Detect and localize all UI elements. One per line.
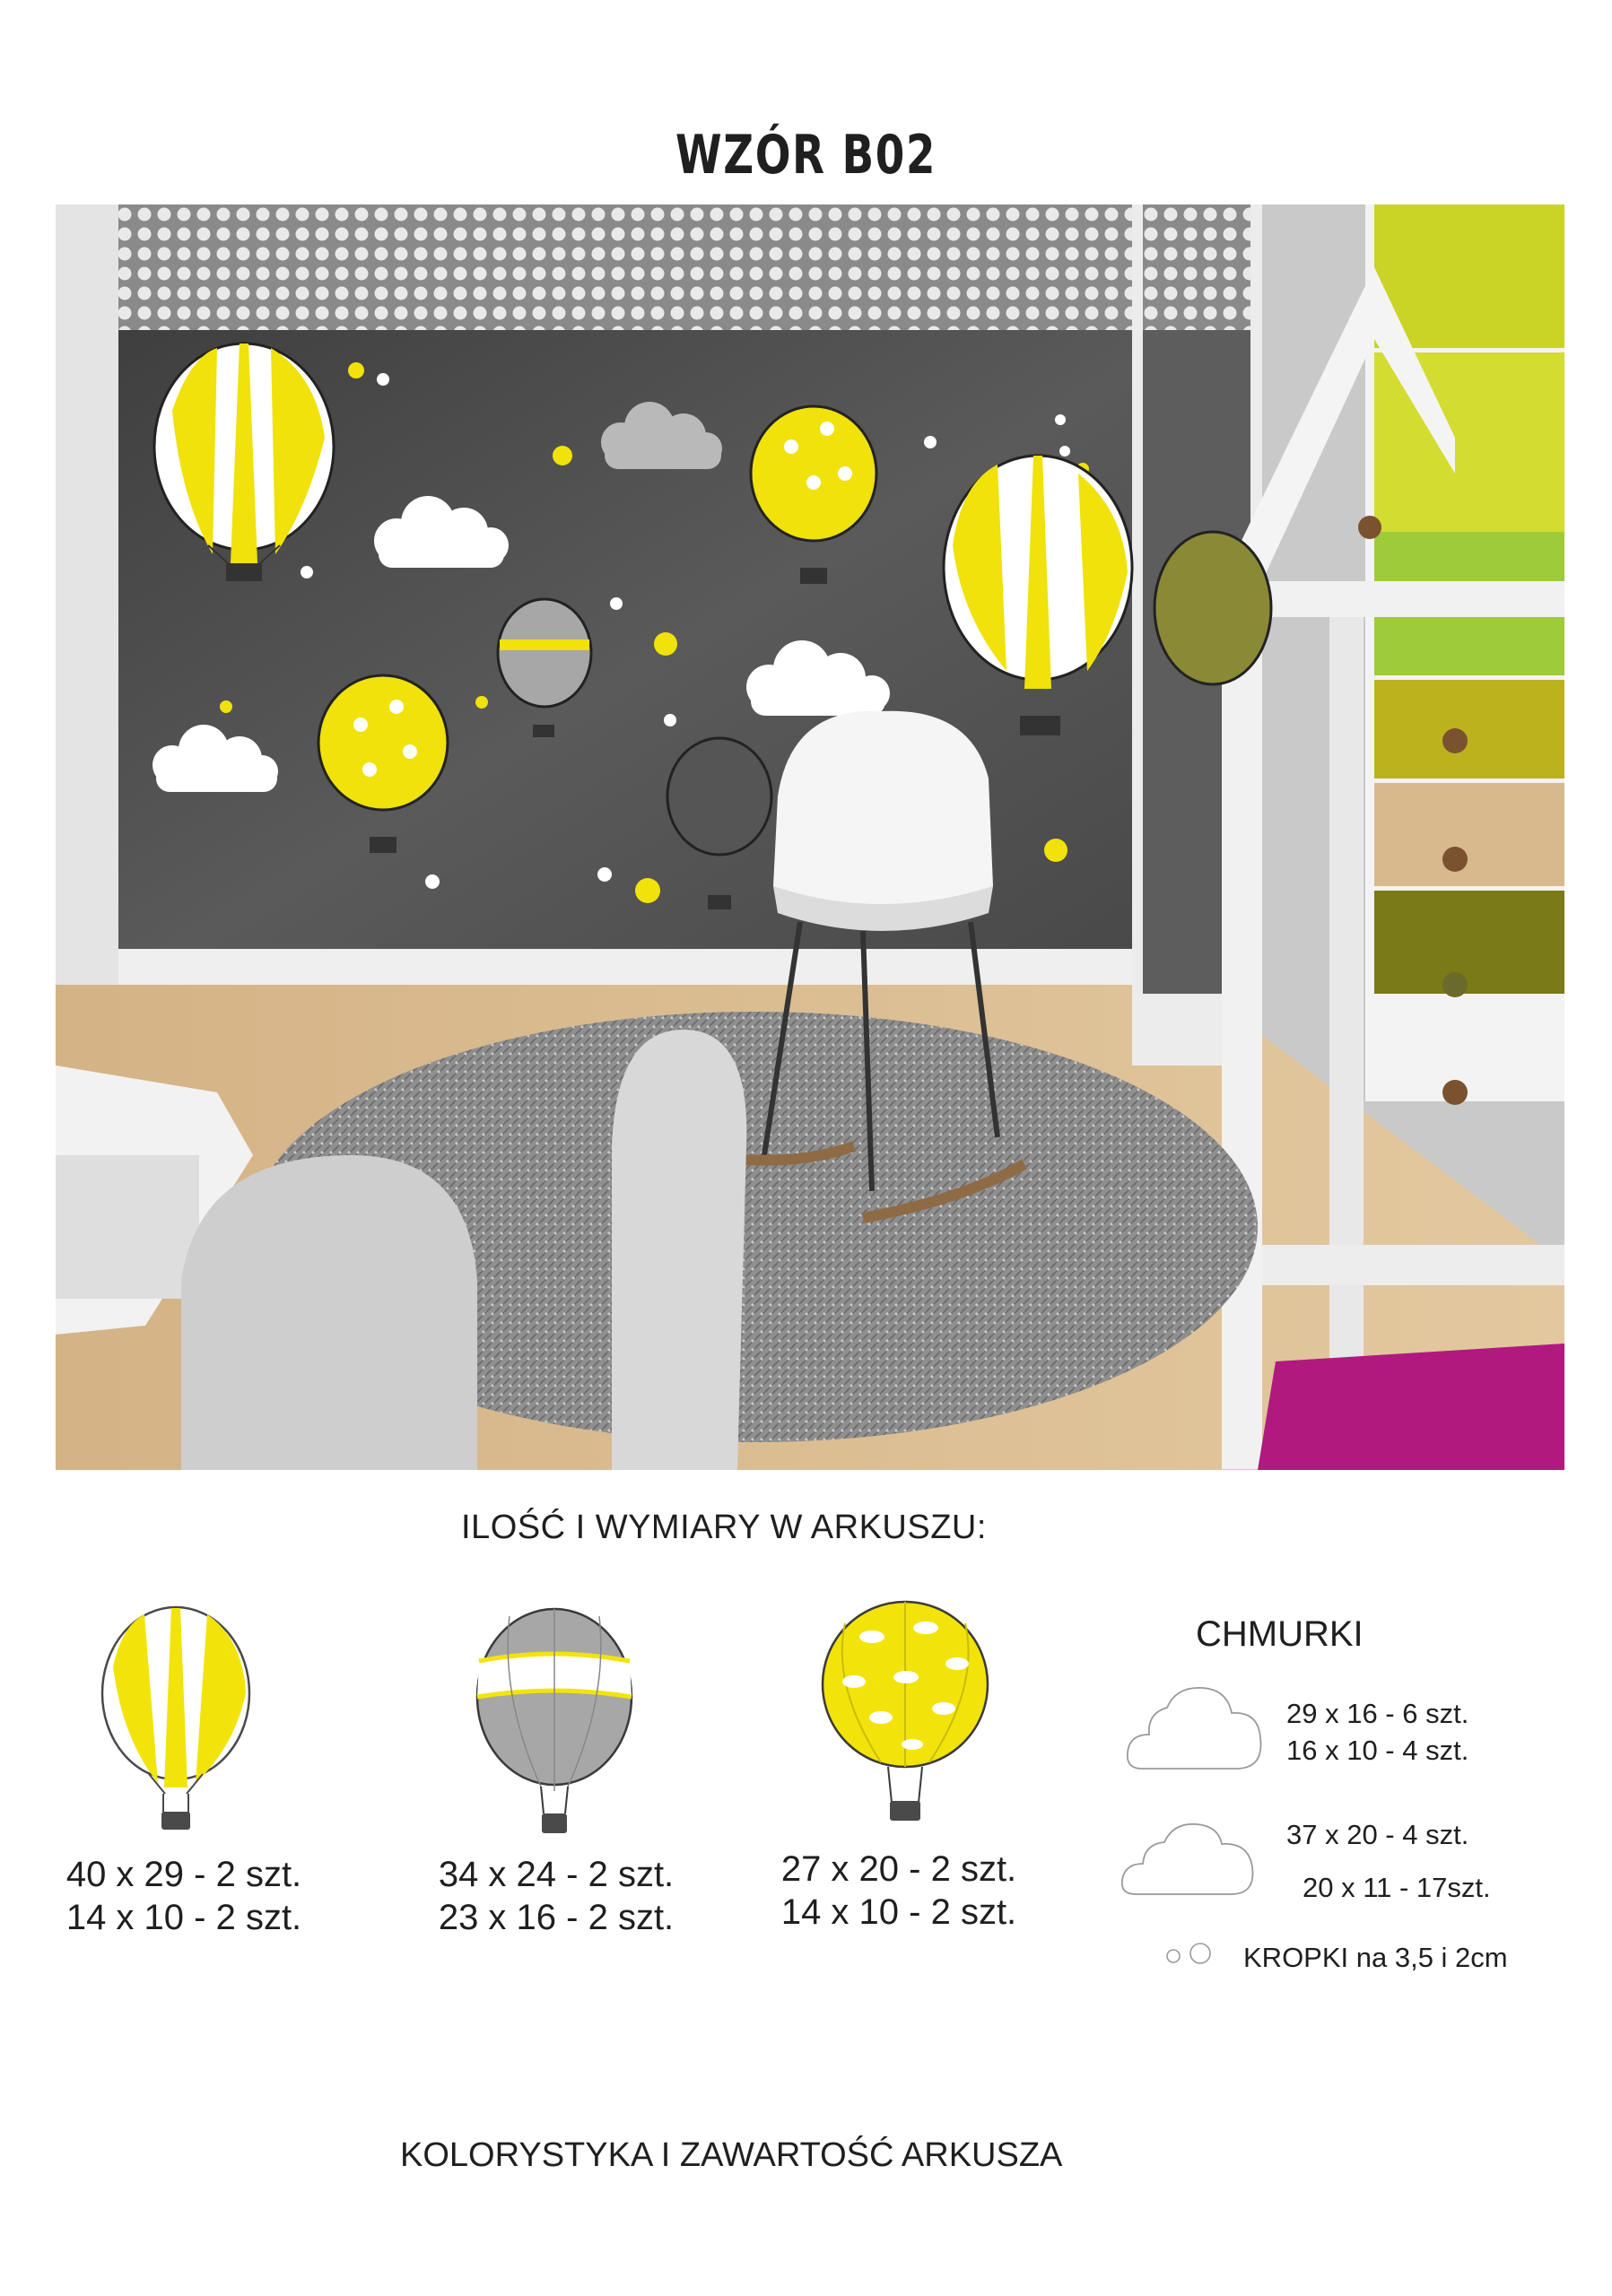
dots-label: KROPKI na 3,5 i 2cm (1243, 1942, 1508, 1973)
cloud-group-2-line1: 37 x 20 - 4 szt. (1286, 1819, 1469, 1850)
balloon-1-dims (36, 1853, 332, 1939)
balloon-2-dims (408, 1853, 704, 1939)
dots-icon (1164, 1941, 1216, 1968)
cloud-group-1-line1: 29 x 16 - 6 szt. (1286, 1698, 1469, 1729)
cloud-group-1-line2: 16 x 10 - 4 szt. (1286, 1735, 1469, 1766)
balloon-3-dim-line2: 14 x 10 - 2 szt. (780, 1892, 1017, 1932)
balloon-2-dim-line2: 23 x 16 - 2 szt. (438, 1898, 675, 1937)
mirror-balloon (1155, 532, 1271, 684)
balloon-1-dim-line2: 14 x 10 - 2 szt. (65, 1898, 302, 1937)
cloud-outline-icon (1124, 1679, 1268, 1776)
cloud-group-2-line2: 20 x 11 - 17szt. (1303, 1872, 1491, 1903)
balloon-yellow-clouds-icon (818, 1596, 992, 1831)
balloon-3-dim-line1: 27 x 20 - 2 szt. (780, 1849, 1017, 1889)
cloud-outline-icon (1118, 1812, 1261, 1901)
balloon-2-dim-line1: 34 x 24 - 2 szt. (438, 1855, 675, 1894)
balloon-grey-icon (474, 1607, 635, 1842)
room-photo (56, 204, 1564, 1470)
footer-text: KOLORYSTYKA I ZAWARTOŚĆ ARKUSZA (400, 2136, 1063, 2174)
balloon-1-dim-line1: 40 x 29 - 2 szt. (65, 1855, 302, 1894)
section-heading: ILOŚĆ I WYMIARY W ARKUSZU: (461, 1509, 987, 1546)
balloon-striped-icon (95, 1604, 257, 1837)
page-title: WZÓR B02 (675, 124, 937, 187)
balloon-3-dims (751, 1848, 1047, 1934)
clouds-title: CHMURKI (1196, 1614, 1364, 1654)
